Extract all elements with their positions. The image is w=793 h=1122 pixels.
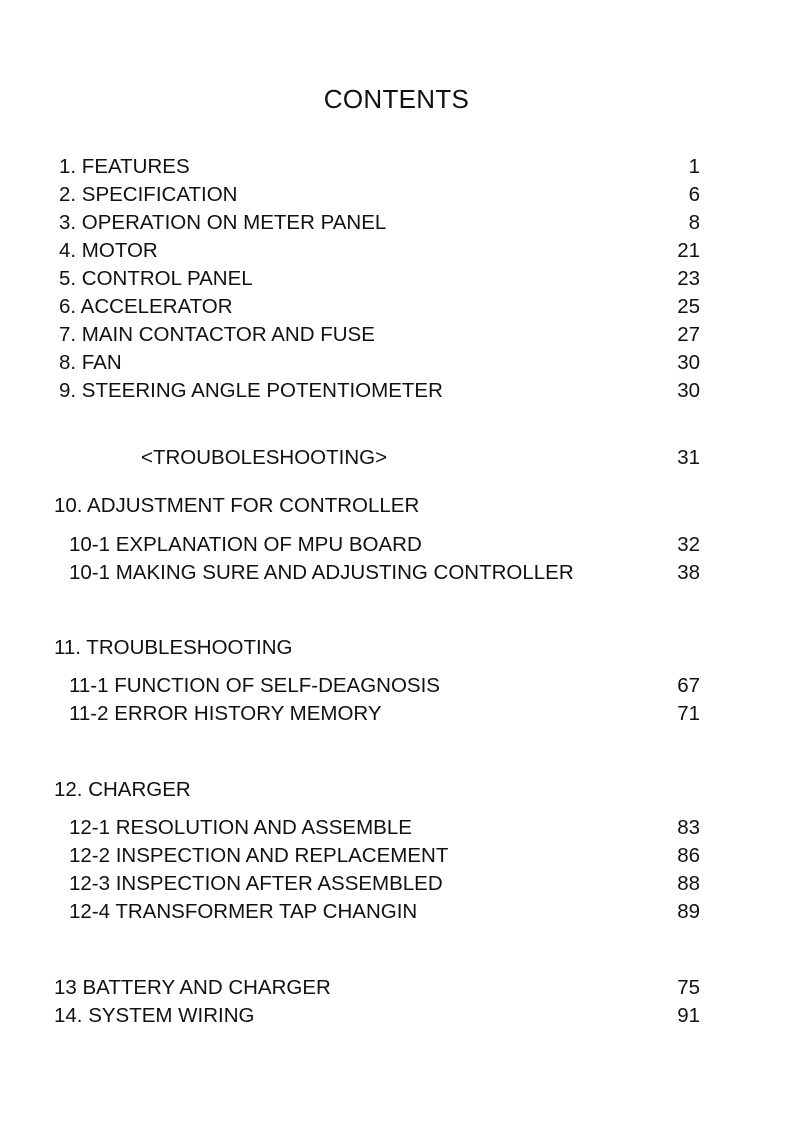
- toc-entry-page: 25: [677, 295, 700, 318]
- toc-entry-page: 83: [677, 816, 700, 839]
- toc-entry-label: 13 BATTERY AND CHARGER: [54, 976, 331, 999]
- toc-entry-transformer-tap-changin: [0, 898, 793, 926]
- toc-section-label: 12. CHARGER: [54, 778, 191, 801]
- toc-entry-label: 9. STEERING ANGLE POTENTIOMETER: [59, 379, 443, 402]
- toc-entry-label: 6. ACCELERATOR: [59, 295, 233, 318]
- toc-entry-page: 27: [677, 323, 700, 346]
- toc-entry-explanation-of-mpu-board: [0, 531, 793, 559]
- toc-section-label: 10. ADJUSTMENT FOR CONTROLLER: [54, 494, 420, 517]
- toc-entry-control-panel: [0, 265, 793, 293]
- toc-entry-features: [0, 153, 793, 181]
- toc-entry-label: 14. SYSTEM WIRING: [54, 1004, 255, 1027]
- toc-entry-label: 4. MOTOR: [59, 239, 158, 262]
- toc-entry-label: 7. MAIN CONTACTOR AND FUSE: [59, 323, 375, 346]
- toc-entry-steering-angle-potentiometer: [0, 377, 793, 405]
- toc-section-troubleshooting: [0, 634, 793, 662]
- toc-entry-label: 5. CONTROL PANEL: [59, 267, 253, 290]
- toc-entry-motor: [0, 237, 793, 265]
- toc-entry-page: 67: [677, 674, 700, 697]
- toc-entry-label: 12-1 RESOLUTION AND ASSEMBLE: [69, 816, 412, 839]
- page-title: CONTENTS: [323, 84, 470, 114]
- toc-entry-label: 1. FEATURES: [59, 155, 190, 178]
- toc-entry-main-contactor-and-fuse: [0, 321, 793, 349]
- toc-entry-page: 1: [688, 155, 700, 178]
- toc-entry-page: 21: [677, 239, 700, 262]
- toc-entry-label: 12-3 INSPECTION AFTER ASSEMBLED: [69, 872, 443, 895]
- toc-entry-page: 75: [677, 976, 700, 999]
- toc-entry-page: 88: [677, 872, 700, 895]
- toc-section-label: 11. TROUBLESHOOTING: [54, 636, 293, 659]
- toc-entry-label: 10-1 EXPLANATION OF MPU BOARD: [69, 533, 422, 556]
- toc-entry-error-history-memory: [0, 700, 793, 728]
- toc-entry-operation-on-meter-panel: [0, 209, 793, 237]
- toc-entry-label: 12-2 INSPECTION AND REPLACEMENT: [69, 844, 449, 867]
- toc-section-charger: [0, 776, 793, 804]
- toc-entry-system-wiring: [0, 1002, 793, 1030]
- toc-entry-label: 11-1 FUNCTION OF SELF-DEAGNOSIS: [69, 674, 440, 697]
- toc-entry-page: 38: [677, 561, 700, 584]
- toc-entry-label: 10-1 MAKING SURE AND ADJUSTING CONTROLLER: [69, 561, 574, 584]
- toc-entry-page: 6: [688, 183, 700, 206]
- toc-entry-battery-and-charger: [0, 974, 793, 1002]
- toc-entry-page: 23: [677, 267, 700, 290]
- toc-entry-page: 30: [677, 379, 700, 402]
- toc-entry-page: 91: [677, 1004, 700, 1027]
- toc-entry-inspection-and-replacement: [0, 842, 793, 870]
- toc-entry-troubleshooting-heading: [0, 444, 793, 472]
- toc-entry-function-of-self-deagnosis: [0, 672, 793, 700]
- toc-section-adjustment-for-controller: [0, 492, 793, 520]
- toc-entry-page: 8: [688, 211, 700, 234]
- toc-entry-label: 2. SPECIFICATION: [59, 183, 238, 206]
- toc-entry-page: 32: [677, 533, 700, 556]
- toc-entry-specification: [0, 181, 793, 209]
- toc-entry-page: 89: [677, 900, 700, 923]
- toc-entry-page: 31: [677, 446, 700, 469]
- toc-entry-label: 12-4 TRANSFORMER TAP CHANGIN: [69, 900, 418, 923]
- toc-entry-page: 71: [677, 702, 700, 725]
- toc-entry-page: 86: [677, 844, 700, 867]
- toc-entry-label: 8. FAN: [59, 351, 122, 374]
- toc-entry-label: <TROUBOLESHOOTING>: [141, 446, 388, 469]
- toc-entry-accelerator: [0, 293, 793, 321]
- toc-entry-making-sure-and-adjusting-controller: [0, 559, 793, 587]
- toc-entry-page: 30: [677, 351, 700, 374]
- toc-entry-inspection-after-assembled: [0, 870, 793, 898]
- toc-entry-label: 11-2 ERROR HISTORY MEMORY: [69, 702, 382, 725]
- toc-entry-resolution-and-assemble: [0, 814, 793, 842]
- toc-entry-label: 3. OPERATION ON METER PANEL: [59, 211, 387, 234]
- toc-entry-fan: [0, 349, 793, 377]
